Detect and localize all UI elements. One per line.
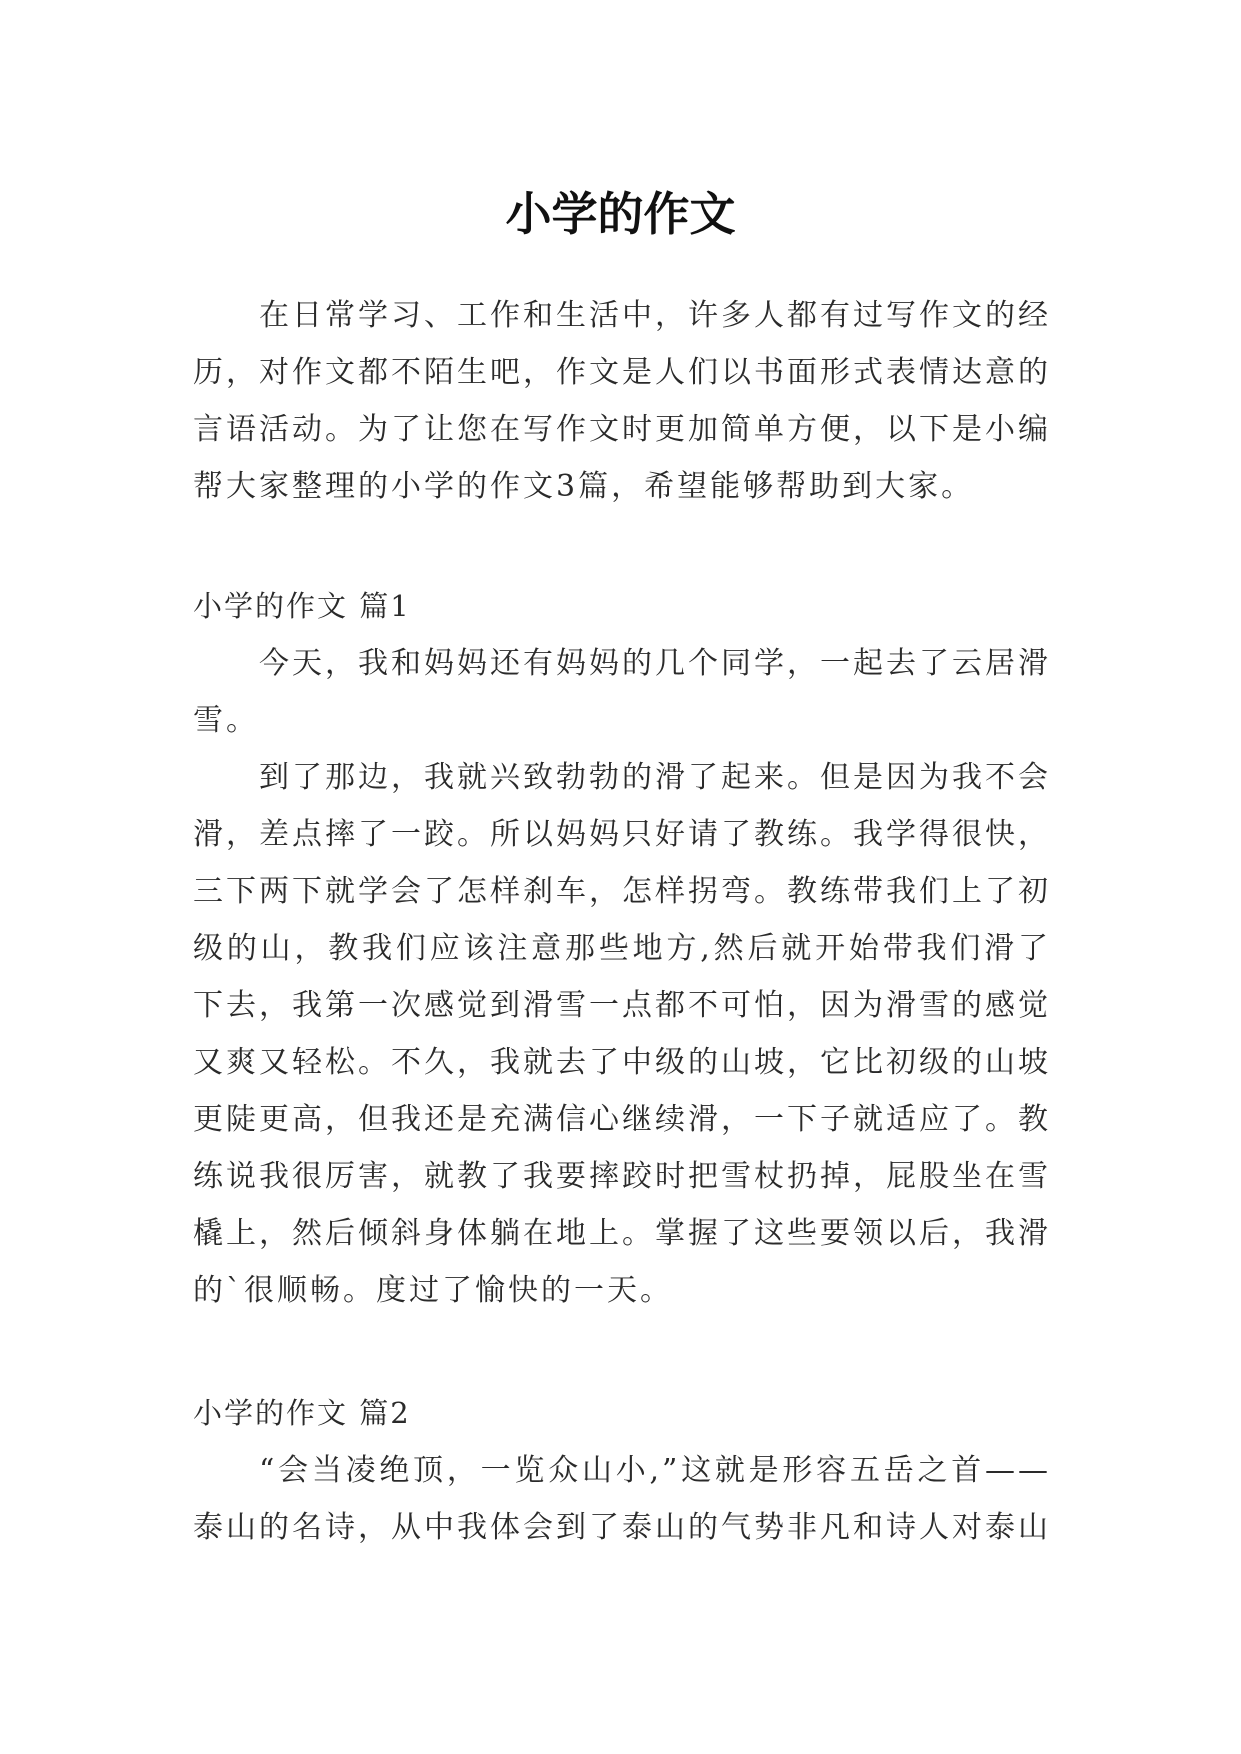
intro-block (193, 287, 1051, 515)
section-heading: 小学的作文 篇1 (193, 589, 411, 623)
intro-paragraph: 在日常学习、工作和生活中，许多人都有过写作文的经历，对作文都不陌生吧，作文是人们以书面形式表情达意的言语活动。为了让您在写作文时更加简单方便，以下是小编帮大家整理的小学的作文3篇，希望能够帮助到大家。 (193, 298, 1051, 504)
paragraph: 到了那边，我就兴致勃勃的滑了起来。但是因为我不会滑，差点摔了一跤。所以妈妈只好请了教练。我学得很快，三下两下就学会了怎样刹车，怎样拐弯。教练带我们上了初级的山，教我们应该注意那些地方,然后就开始带我们滑了下去，我第一次感觉到滑雪一点都不可怕，因为滑雪的感觉又爽又轻松。不久，我就去了中级的山坡，它比初级的山坡更陡更高，但我还是充满信心继续滑，一下子就适应了。教练说我很厉害，就教了我要摔跤时把雪杖扔掉，屁股坐在雪橇上，然后倾斜身体躺在地上。掌握了这些要领以后，我滑的`很顺畅。度过了愉快的一天。 (193, 760, 1051, 1308)
section-2 (193, 1385, 1051, 1556)
paragraph: 今天，我和妈妈还有妈妈的几个同学，一起去了云居滑雪。 (193, 646, 1051, 738)
section-1 (193, 578, 1051, 1319)
section-heading: 小学的作文 篇2 (193, 1396, 411, 1430)
paragraph: “会当凌绝顶，一览众山小,”这就是形容五岳之首——泰山的名诗，从中我体会到了泰山的气势非凡和诗人对泰山 (193, 1453, 1051, 1545)
document-title: 小学的作文 (505, 186, 736, 241)
